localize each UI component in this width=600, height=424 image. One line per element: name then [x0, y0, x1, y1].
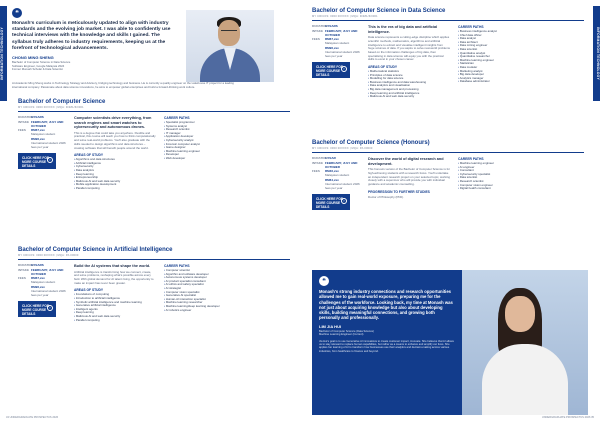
- meta-value: RM96,xxx: [31, 284, 45, 289]
- course-header: [18, 247, 290, 260]
- career-paths: [160, 264, 238, 322]
- page-footer: UNDERGRADUATE PROSPECTUS 2026 35: [541, 416, 594, 419]
- list-item: • Cybersecurity specialist: [458, 173, 532, 177]
- list-item: • Malicious AI and web data security: [74, 315, 156, 319]
- list-item: • Parallel computing: [74, 187, 156, 191]
- list-item: • Modelling for data science: [368, 77, 450, 81]
- course-title: Bachelor of Computer Science (Honours): [312, 140, 430, 146]
- list-item: • Data mining engineer: [458, 44, 532, 48]
- course-description: [70, 264, 160, 322]
- meta-note: Malaysian student: [325, 173, 350, 178]
- list-item: • Symbolic artificial intelligence and machine learning: [74, 301, 156, 305]
- meta-key: [312, 47, 325, 58]
- list-item: • Database administrator: [458, 80, 532, 84]
- course-title: Bachelor of Computer Science: [18, 99, 106, 105]
- list-item: • Research scientist: [458, 180, 532, 184]
- areas-list: [74, 158, 156, 190]
- list-item: • Marketing analyst: [458, 70, 532, 74]
- list-item: • Digital health consultant: [458, 187, 532, 191]
- list-item: • Deep learning: [74, 173, 156, 177]
- meta-value: FEBRUARY, JULY AND OCTOBER: [31, 267, 64, 276]
- list-item: • Business intelligence and data warehousing: [368, 81, 450, 85]
- list-item: • Consultant: [458, 169, 532, 173]
- meta-key: [18, 138, 31, 149]
- career-heading: CAREER PATHS: [164, 116, 190, 120]
- page-footer: 34 UNDERGRADUATE PROSPECTUS 2026: [6, 416, 59, 419]
- course-code: MY CRICOS: 0000 00XXXX | MQA: PA 00000: [312, 147, 373, 150]
- list-item: • Computer vision engineer: [458, 184, 532, 188]
- areas-heading: AREAS OF STUDY: [368, 65, 398, 70]
- meta-value: RM96,xxx: [31, 136, 45, 141]
- list-item: • AI engineer: [458, 166, 532, 170]
- meta-note: International student 2026 fees per year: [325, 181, 360, 190]
- course-body: [312, 157, 532, 210]
- list-item: • Algorithm and software developer: [164, 273, 238, 277]
- course-paragraph: Artificial intelligence is transforming how we connect, create, and solve problems, reshaping what's possible across every field. With global demand for AI talent rising, the opportunity to make an impact has never been greater.: [74, 269, 154, 285]
- meta-value: RM67,xxx: [31, 276, 45, 281]
- list-item: • Cybersecurity analyst: [164, 139, 238, 143]
- meta-key: DURATION: [312, 24, 328, 28]
- meta-note: International student 2026 fees per year: [325, 49, 360, 58]
- list-item: • Malicious AI and web data security: [74, 180, 156, 184]
- career-list: [458, 162, 532, 191]
- list-item: • Research scientist: [164, 128, 238, 132]
- course-paragraph: Data science represents a cutting-edge discipline which applies scientific methods, mathematics, algorithms and artificial intelligence to extract and visualise intelligent insights from huge volumes of data. If you aspire to solve real-world problems based on the information challenges of big data, then specialising in data science will equip you with the practical skills to excel in your chosen career.: [368, 35, 450, 62]
- meta-key: FEES: [312, 169, 320, 174]
- cta-label: CLICK HERE FOR MORE COURSE DETAILS: [22, 304, 50, 317]
- list-item: • AI robotics engineer: [164, 309, 238, 313]
- list-item: • Machine learning engineer: [458, 59, 532, 63]
- list-item: • Quantitative analyst: [458, 52, 532, 56]
- student-portrait: [462, 270, 588, 415]
- course-tagline: Computer scientists drive everything, from search engines and smart watches to cybersecurity and autonomous drones.: [74, 116, 152, 130]
- arrow-right-icon: ›: [47, 157, 53, 163]
- meta-note: International student 2026 fees per year: [31, 140, 66, 149]
- list-item: • Big data management and processing: [368, 88, 450, 92]
- list-item: • Entrepreneurship: [74, 176, 156, 180]
- divider: [18, 111, 290, 112]
- career-list: [458, 30, 532, 84]
- course-header: [18, 99, 290, 112]
- list-item: • AI strategist: [164, 287, 238, 291]
- quote-icon: ❝: [319, 276, 329, 286]
- meta-value: 3 YEARS: [31, 115, 44, 119]
- list-item: • Malicious AI and web data security: [368, 95, 450, 99]
- areas-heading: AREAS OF STUDY: [74, 288, 104, 293]
- meta-key: INTAKE: [18, 267, 29, 272]
- career-list: [164, 121, 238, 161]
- quote-text: Monash's strong industry connections and research opportunities allowed me to gain real-world exposure, preparing me for the challenges of the workforce. Looking back, my time at Monash was not just about acquiring knowledge but also about developing skills, building meaningful connections, and growing both personally and professionally.: [319, 289, 453, 321]
- meta-note: Malaysian student: [31, 280, 56, 285]
- divider: [312, 152, 584, 153]
- list-item: • Machine learning engineer: [164, 150, 238, 154]
- meta-note: Malaysian student: [325, 41, 350, 46]
- course-paragraph: This is a degree that could take you anywhere. Flexible and practical, this course will teach you how to think computationally and solve real-world problems. You'll also graduate with the skills needed to design algorithms and data structures – creating software that will benefit people around the world.: [74, 130, 156, 150]
- course-title: Bachelor of Computer Science in Artificial Intelligence: [18, 247, 173, 253]
- course-description: [364, 25, 454, 99]
- meta-key: INTAKE: [312, 28, 323, 33]
- list-item: • Data analytics: [74, 169, 156, 173]
- list-item: • AI product specialist consultant: [164, 280, 238, 284]
- list-item: • Computer scientist: [164, 269, 238, 273]
- divider: [312, 20, 584, 21]
- quote-body: Jia Hui's goal is to use Generative AI innovations to create customer impact, innovate. She believes that AI allows us to stay relevant to replace human capabilities, but rather as a means to enhance and amplify our lives. She applies her learning of AI to transform how businesses use their analytics and decision-making across various industries, from healthcare to finance and beyond.: [319, 339, 454, 353]
- meta-key: FEES: [312, 37, 320, 42]
- list-item: • Mathematical statistics: [368, 70, 450, 74]
- list-item: • Human-AI interaction specialist: [164, 298, 238, 302]
- arrow-right-icon: ›: [47, 305, 53, 311]
- course-tagline: Discover the world of digital research and development.: [368, 157, 444, 166]
- list-item: • Developer: [164, 153, 238, 157]
- course-meta: [312, 25, 364, 99]
- list-item: • Data architect: [458, 41, 532, 45]
- course-paragraph: This honours version of the Bachelor of Computer Science is for high-achieving students with a research focus. You'll undertake an independent research project on your selected topic, working closely with a supervisor who will provide you with individual guidance and academic counselling.: [368, 167, 450, 186]
- list-item: • Generative artificial intelligence: [74, 304, 156, 308]
- list-item: • Data analytics and visualisation: [368, 84, 450, 88]
- list-item: • Forensic computer analyst: [164, 143, 238, 147]
- meta-note: International student 2026 fees per year: [31, 288, 66, 297]
- course-details-link[interactable]: [312, 62, 350, 78]
- meta-key: DURATION: [18, 263, 34, 267]
- cta-label: CLICK HERE FOR MORE COURSE DETAILS: [316, 65, 344, 78]
- course-code: MY CRICOS: 0000 00XXXX | MQA: PA 00000: [18, 254, 79, 257]
- list-item: • Deep learning: [74, 311, 156, 315]
- meta-key: [312, 179, 325, 190]
- list-item: • Autonomous systems developer: [164, 276, 238, 280]
- list-item: • Business intelligence analyst: [458, 30, 532, 34]
- areas-list: [368, 70, 450, 99]
- course-body: [312, 25, 532, 99]
- course-header: [312, 8, 584, 21]
- course-details-link[interactable]: [312, 194, 350, 210]
- course-meta: [18, 264, 70, 322]
- testimonial-quote: [12, 8, 172, 72]
- course-tagline: Build the AI systems that shape the world.: [74, 264, 151, 268]
- progression-text: Doctor of Philosophy (PhD).: [368, 194, 404, 199]
- course-meta: [312, 157, 364, 210]
- list-item: • Machine learning/deep learning developer: [164, 305, 238, 309]
- list-item: • Introduction to artificial intelligence: [74, 297, 156, 301]
- course-meta: [18, 116, 70, 191]
- cta-label: CLICK HERE FOR MORE COURSE DETAILS: [22, 156, 50, 169]
- list-item: • Cybersecurity: [74, 165, 156, 169]
- side-tab-left: INFORMATION TECHNOLOGY: [0, 6, 7, 101]
- course-tagline: This is the era of big data and artificial intelligence.: [368, 25, 438, 34]
- meta-value: RM67,xxx: [325, 37, 339, 42]
- testimonial-body: At Academic Ming Sheng works in Technology Strategy and Advisory, bridging technology and business. He is currently a quality engineer on the Lakehouse IT project for a leading international company. Passionate about data science innovations, he aims to empower global enterprises and build a forward-thinking work culture.: [12, 81, 234, 89]
- course-header: [312, 140, 584, 153]
- list-item: • Specialist programmer: [164, 121, 238, 125]
- course-title: Bachelor of Computer Science in Data Science: [312, 8, 446, 14]
- meta-value: RM96,xxx: [325, 45, 339, 50]
- meta-value: 3 YEARS: [325, 24, 338, 28]
- quote-role: Bachelor of Computer Science in Data Science Software Engineer, Google Malaysia 2024 Former Monash Scholar & Data Scientist: [12, 60, 71, 72]
- list-item: • Data analyst: [458, 37, 532, 41]
- meta-key: FEES: [18, 128, 26, 133]
- course-details-link[interactable]: [18, 301, 56, 317]
- meta-key: INTAKE: [312, 160, 323, 165]
- list-item: • Mobile application development: [74, 183, 156, 187]
- course-description: [364, 157, 454, 210]
- list-item: • Data scientist: [458, 176, 532, 180]
- career-heading: CAREER PATHS: [458, 157, 484, 161]
- meta-key: [18, 286, 31, 297]
- list-item: • Artificial intelligence: [74, 162, 156, 166]
- meta-value: 1 YEAR: [325, 156, 336, 160]
- arrow-right-icon: ›: [341, 198, 347, 204]
- quote-role: Bachelor of Computer Science (Data Science) Machine Learning Engineer (Current): [319, 329, 374, 337]
- career-paths: [454, 157, 532, 210]
- list-item: • Intelligent agents: [74, 308, 156, 312]
- career-paths: [454, 25, 532, 99]
- side-tab-right: INFORMATION TECHNOLOGY: [593, 6, 600, 101]
- list-item: • Machine learning researcher: [164, 301, 238, 305]
- quote-name: CHONG MING SHENG: [12, 55, 54, 61]
- meta-key: DURATION: [18, 115, 34, 119]
- cta-label: CLICK HERE FOR MORE COURSE DETAILS: [316, 197, 344, 210]
- course-description: [70, 116, 160, 191]
- course-body: [18, 116, 238, 191]
- career-list: [164, 269, 238, 312]
- career-heading: CAREER PATHS: [164, 264, 190, 268]
- list-item: • Computer vision specialist: [164, 291, 238, 295]
- list-item: • Generative AI specialist: [164, 294, 238, 298]
- meta-value: RM67,xxx: [31, 128, 45, 133]
- list-item: • AI ethics and safety specialist: [164, 283, 238, 287]
- meta-value: RM64,xxx: [325, 177, 339, 182]
- list-item: • Web developer: [164, 157, 238, 161]
- quote-text: Monash's curriculum is meticulously updated to align with industry standards and the evolving job market. I was able to confidently use technical interviews with the knowledge and skills I gained. The syllabus truly adheres to industry requirements, keeping us at the forefront of technological advancements.: [12, 21, 171, 51]
- testimonial-portrait: [186, 10, 274, 82]
- course-code: MY CRICOS: 0000 00XXXX | MQA: R/481/6/0001: [312, 15, 378, 18]
- career-paths: [160, 116, 238, 191]
- list-item: • Application developer: [164, 135, 238, 139]
- list-item: • Chief data officer: [458, 34, 532, 38]
- list-item: • Machine learning engineer: [458, 162, 532, 166]
- list-item: • Game designer: [164, 146, 238, 150]
- list-item: • Data scientist: [458, 48, 532, 52]
- list-item: • Statistician: [458, 62, 532, 66]
- list-item: • IT manager: [164, 132, 238, 136]
- progression-heading: PROGRESSION TO FURTHER STUDIES: [368, 189, 430, 194]
- course-code: MY CRICOS: 0000 00XXXX | MQA: R/481/6/0001: [18, 106, 84, 109]
- meta-key: DURATION: [312, 156, 328, 160]
- career-heading: CAREER PATHS: [458, 25, 484, 29]
- list-item: • Parallel computing: [74, 319, 156, 323]
- meta-key: INTAKE: [18, 119, 29, 124]
- quote-icon: ❝: [12, 8, 22, 18]
- meta-value: FEBRUARY, JULY AND OCTOBER: [325, 28, 358, 37]
- list-item: • Quantitative researcher: [458, 55, 532, 59]
- list-item: • Big data developer: [458, 73, 532, 77]
- student-testimonial: [312, 270, 462, 415]
- meta-value: 3 YEARS: [31, 263, 44, 267]
- meta-value: RM46,xxx: [325, 169, 339, 174]
- list-item: • Data modeler: [458, 66, 532, 70]
- list-item: • Foundations of computing: [74, 293, 156, 297]
- meta-note: Malaysian student: [31, 132, 56, 137]
- areas-list: [74, 293, 156, 322]
- meta-value: FEBRUARY, JULY AND OCTOBER: [31, 119, 64, 128]
- course-body: [18, 264, 238, 322]
- course-details-link[interactable]: [18, 153, 56, 169]
- list-item: • Systems analyst: [164, 125, 238, 129]
- meta-value: FEBRUARY, JULY AND OCTOBER: [325, 160, 358, 169]
- areas-heading: AREAS OF STUDY: [74, 153, 104, 158]
- list-item: • Principles of data science: [368, 74, 450, 78]
- arrow-right-icon: ›: [341, 66, 347, 72]
- list-item: • Deep learning and artificial intelligence: [368, 92, 450, 96]
- list-item: • Analytics manager: [458, 77, 532, 81]
- quote-name: LIM JIA HUI: [319, 323, 342, 329]
- divider: [18, 259, 290, 260]
- list-item: • Algorithms and data structures: [74, 158, 156, 162]
- meta-key: FEES: [18, 276, 26, 281]
